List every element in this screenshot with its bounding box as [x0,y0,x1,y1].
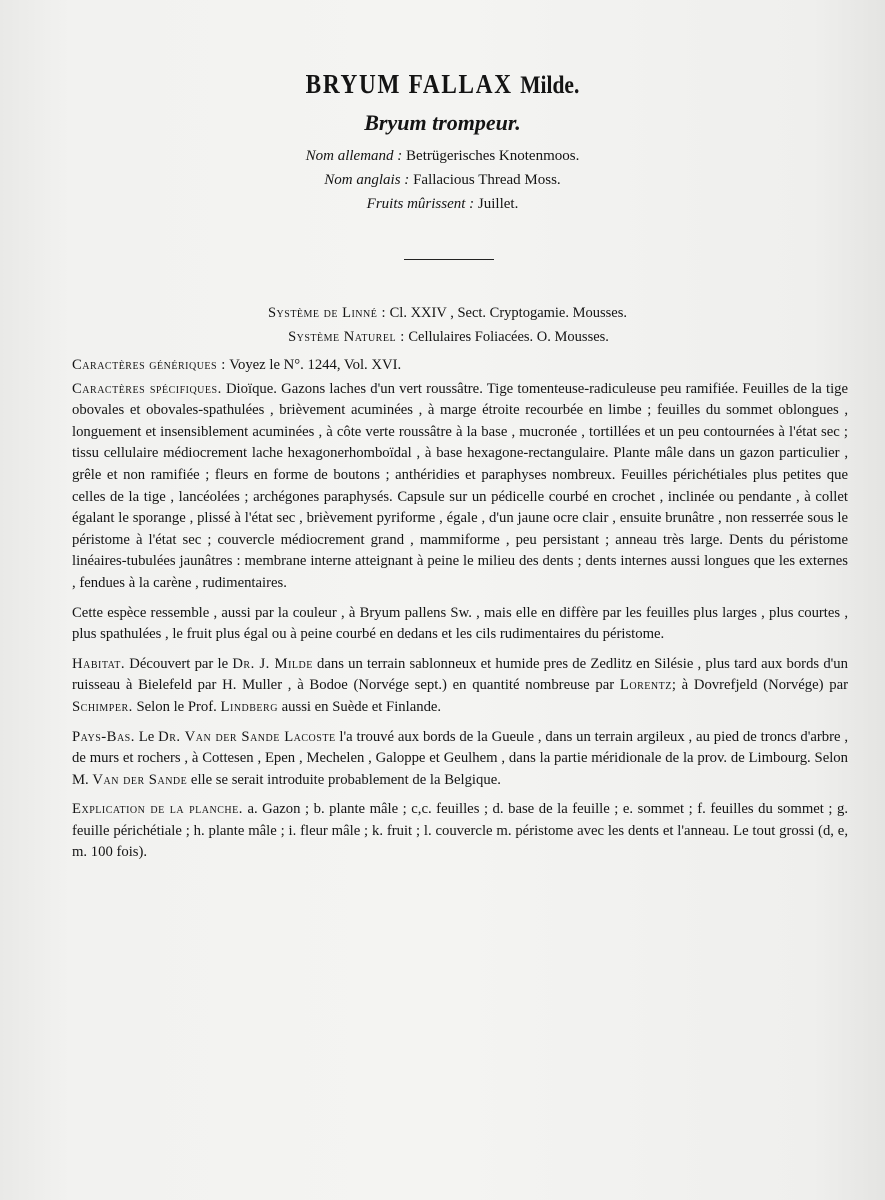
generic-text: Voyez le N°. 1244, Vol. XVI. [229,357,402,373]
name-value: Juillet. [477,196,519,212]
habitat-text: Selon le Prof. [136,698,217,715]
habitat-person: Schimper. [72,698,133,715]
name-value: Betrügerisches Knotenmoos. [406,148,580,164]
habitat-text: aussi en Suède et Finlande. [281,698,442,715]
explanation-label: Explication de la planche. [72,801,243,818]
system-naturel-label: Système Naturel : [288,329,405,345]
habitat-text: ; à Dovrefjeld (Norvége) par [671,677,849,694]
description-body [72,355,848,872]
paysbas-text: elle se serait introduite probablement de la Belgique. [190,771,501,788]
habitat-person: Lindberg [220,698,278,715]
habitat-label: Habitat. [72,655,126,672]
name-value: Fallacious Thread Moss. [413,172,561,188]
name-label: Nom allemand : [305,148,403,164]
habitat-person: Lorentz [619,677,672,694]
habitat-text: dans un terrain sablonneux et humide pres de Zedlitz en Silésie , plus tard aux bords d'un ruisseau à Bielefeld par H. Muller , à Bodoe (Norvége sept.) en quantité nombreuse par [72,655,848,694]
plate-explanation [72,799,848,864]
system-linne-value: Cl. XXIV , Sect. Cryptogamie. Mousses. [389,305,628,321]
paysbas-text: l'a trouvé aux bords de la Gueule , dans un terrain argileux , au pied de troncs d'arbre , de murs et rochers , à Cottesen , Epen , Mechelen , Galoppe et Geulhem , dans la partie méridionale de la prov. de Limbourg. Selon M. [72,728,849,788]
habitat-text: Découvert par le [129,655,229,672]
title-author: Milde. [520,72,580,99]
paysbas-text: Le [138,728,155,745]
title-species: BRYUM FALLAX [305,69,513,99]
comparison-text: Cette espèce ressemble , aussi par la couleur , à Bryum pallens Sw. , mais elle en diffère par les feuilles plus larges , plus courtes , plus spathulées , le fruit plus égal ou à peine courbé en dedans et les cils rudimentaires du péristome. [72,604,848,643]
title-block [0,64,885,216]
system-linne [0,301,885,325]
name-line-fruits [0,192,885,216]
system-linne-label: Système de Linné : [267,305,387,321]
comparison-paragraph [72,603,848,646]
generic-label: Caractères génériques : [72,357,226,373]
name-line-german [0,144,885,168]
classification-systems [0,301,885,349]
divider-rule [404,259,494,260]
paysbas-paragraph [72,727,848,792]
name-line-english [0,168,885,192]
paysbas-label: Pays-Bas. [72,728,135,745]
paysbas-person: Van der Sande [92,771,188,788]
habitat-person: Dr. J. Milde [232,655,313,672]
common-names [0,144,885,216]
system-naturel [0,325,885,349]
page-subtitle: Bryum trompeur. [364,110,521,135]
generic-characters [72,355,848,377]
specific-label: Caractères spécifiques. [72,380,222,397]
paysbas-person: Dr. Van der Sande Lacoste [158,728,336,745]
explanation-text: a. Gazon ; b. plante mâle ; c,c. feuilles ; d. base de la feuille ; e. sommet ; f. feuilles du sommet ; g. feuille périchétiale ; h. plante mâle ; i. fleur mâle ; k. fruit ; l. couvercle m. péristome avec les dents et l'anneau. Le tout grossi (d, e, m. 100 fois). [72,801,849,861]
specific-characters [72,379,848,595]
system-naturel-value: Cellulaires Foliacées. O. Mousses. [408,329,609,345]
name-label: Fruits mûrissent : [366,196,475,212]
name-label: Nom anglais : [324,172,410,188]
habitat-paragraph [72,654,848,719]
specific-text: Dioïque. Gazons laches d'un vert roussâtre. Tige tomenteuse-radiculeuse peu ramifiée. Feuilles de la tige obovales et obovales-spathulées , brièvement acuminées , à marge étroite recourbée en limbe ; feuilles du sommet oblongues , longuement et insensiblement acuminées , à côte verte roussâtre à la base , mucronée , tortillées et un peu contournées à l'état sec ; tissu cellulaire médiocrement lache hexagonerhomboïdal , à base hexagone-rectangulaire. Plante mâle dans un gazon particulier , grêle et non ramifiée ; fleurs en forme de boutons ; anthéridies et paraphyses nombreux. Feuilles périchétiales plus petites que celles de la tige , lancéolées ; archégones paraphysés. Capsule sur un pédicelle courbé en crochet , inclinée ou pendante , à collet égalant le sporange , plissé à l'état sec , brièvement pyriforme , égale , d'un jaune ocre clair , ensuite brunâtre , non resserrée sous le péristome à l'état sec ; couvercle médiocrement grand , mammiforme , peu persistant ; anneau très large. Dents du péristome linéaires-tubulées jaunâtres : membrane interne atteignant à peine le milieu des dents ; dents internes aussi longues que les externes , fendues à la carène , rudimentaires. [72,380,849,591]
page-title [62,64,823,106]
